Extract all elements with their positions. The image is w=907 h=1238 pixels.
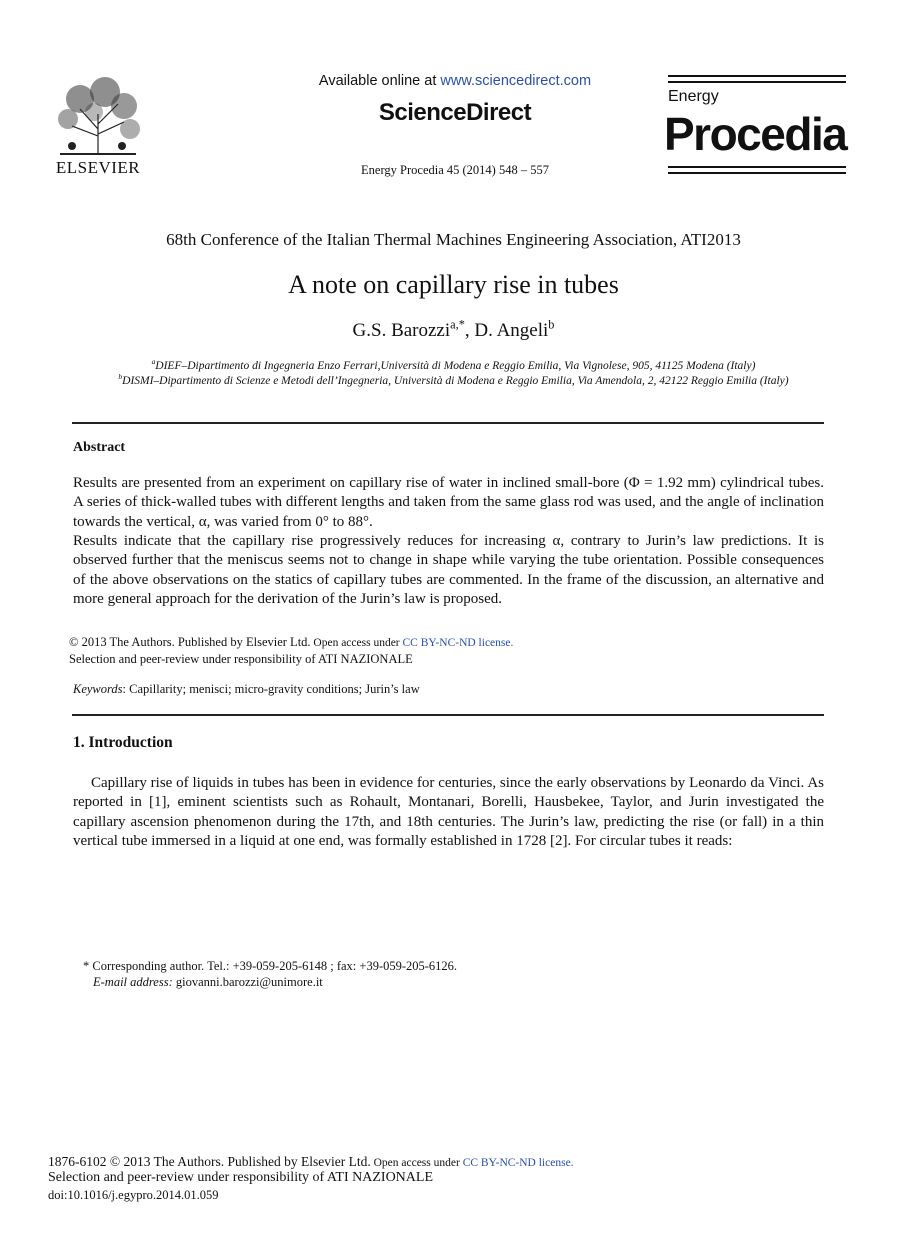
corresponding-author-note: * Corresponding author. Tel.: +39-059-205-6148 ; fax: +39-059-205-6126. xyxy=(83,959,458,973)
author-1: G.S. Barozzi xyxy=(352,320,451,341)
publisher-name: ELSEVIER xyxy=(55,158,141,177)
affiliation-a-text: DIEF–Dipartimento di Ingegneria Enzo Ferrari,Università di Modena e Reggio Emilia, Via Vignolese, 905, 41125 Modena (Italy) xyxy=(155,360,756,372)
available-prefix: Available online at xyxy=(318,73,441,89)
sciencedirect-logo: ScienceDirect xyxy=(378,99,532,126)
journal-logo-small: Energy xyxy=(668,88,719,105)
conference-name: 68th Conference of the Italian Thermal Machines Engineering Association, ATI2013 xyxy=(166,230,741,249)
divider-top xyxy=(72,422,824,424)
doi-line: doi:10.1016/j.egypro.2014.01.059 xyxy=(48,1188,219,1202)
keywords-label: Keywords xyxy=(73,682,123,696)
author-1-affil: a,* xyxy=(450,317,465,332)
copyright-line xyxy=(69,635,513,650)
affiliation-b-mark: b xyxy=(118,372,123,382)
affiliation-b-text: DISMI–Dipartimento di Scienze e Metodi dell’Ingegneria, Università di Modena e Reggio Emilia, Via Amendola, 2, 42122 Reggio Emilia (Italy) xyxy=(122,375,789,387)
article-title: A note on capillary rise in tubes xyxy=(288,270,619,299)
email-label: E-mail address: xyxy=(93,975,173,989)
journal-logo-big: Procedia xyxy=(664,108,847,160)
keywords-list: : Capillarity; menisci; micro-gravity conditions; Jurin’s law xyxy=(122,682,420,696)
author-list xyxy=(0,317,907,342)
journal-logo-rule-top xyxy=(668,75,846,77)
journal-logo-rule-bottom xyxy=(668,166,846,168)
author-2-affil: b xyxy=(548,317,555,332)
issn-copyright: 1876-6102 © 2013 The Authors. Published by Elsevier Ltd. xyxy=(48,1154,371,1169)
peer-review-line: Selection and peer-review under responsibility of ATI NAZIONALE xyxy=(69,652,413,666)
journal-logo-rule-bottom-2 xyxy=(668,172,846,174)
abstract-paragraph-1: Results are presented from an experiment on capillary rise of water in inclined small-bore (Φ = 1.92 mm) cylindrical tubes. A series of thick-walled tubes with different lengths and taken from the same glass rod was used, and the angle of inclination towards the vertical, α, was varied from 0° to 88°. xyxy=(73,475,824,530)
affiliation-a-mark: a xyxy=(151,357,156,367)
introduction-heading: 1. Introduction xyxy=(73,734,173,751)
divider-bottom xyxy=(72,714,824,716)
email-address: giovanni.barozzi@unimore.it xyxy=(172,975,323,989)
open-access-text: Open access under xyxy=(310,637,403,649)
introduction-paragraph: Capillary rise of liquids in tubes has been in evidence for centuries, since the early observations by Leonardo da Vinci. As reported in [1], eminent scientists such as Rohault, Montanari, Borelli, Hausbekee, Taylor, and Jurin investigated the capillary ascension phenomenon during the 17th, and 18th centuries. The Jurin’s law, predicting the rise (or fall) in a thin vertical tube immersed in a liquid at one end, was formally established in 1728 [2]. For circular tubes it reads: xyxy=(73,775,824,850)
bottom-open-access: Open access under xyxy=(370,1157,463,1169)
journal-logo-rule-top-2 xyxy=(668,81,846,83)
keywords-line xyxy=(73,682,420,697)
abstract-paragraph-2: Results indicate that the capillary rise progressively reduces for increasing α, contrary to Jurin’s law predictions. It is observed further that the meniscus seems not to change in shape while varying the tube orientation. Possible consequences of the above observations on the statics of capillary tubes are commented. In the frame of the discussion, an alternative and more general approach for the derivation of the Jurin’s law is proposed. xyxy=(73,533,824,608)
bottom-peer-review: Selection and peer-review under responsibility of ATI NAZIONALE xyxy=(48,1170,433,1185)
license-link[interactable]: CC BY-NC-ND license. xyxy=(402,637,514,649)
affiliation-b xyxy=(40,372,867,387)
author-2: , D. Angeli xyxy=(464,320,549,341)
abstract-heading: Abstract xyxy=(73,440,126,455)
email-note xyxy=(93,975,323,990)
available-online xyxy=(200,73,710,89)
affiliation-a xyxy=(40,357,867,372)
sciencedirect-link[interactable]: www.sciencedirect.com xyxy=(440,73,592,89)
copyright-text: © 2013 The Authors. Published by Elsevier Ltd. xyxy=(69,635,311,649)
journal-reference: Energy Procedia 45 (2014) 548 – 557 xyxy=(361,163,549,177)
issn-line xyxy=(48,1154,574,1170)
bottom-license-link[interactable]: CC BY-NC-ND license. xyxy=(462,1157,574,1169)
